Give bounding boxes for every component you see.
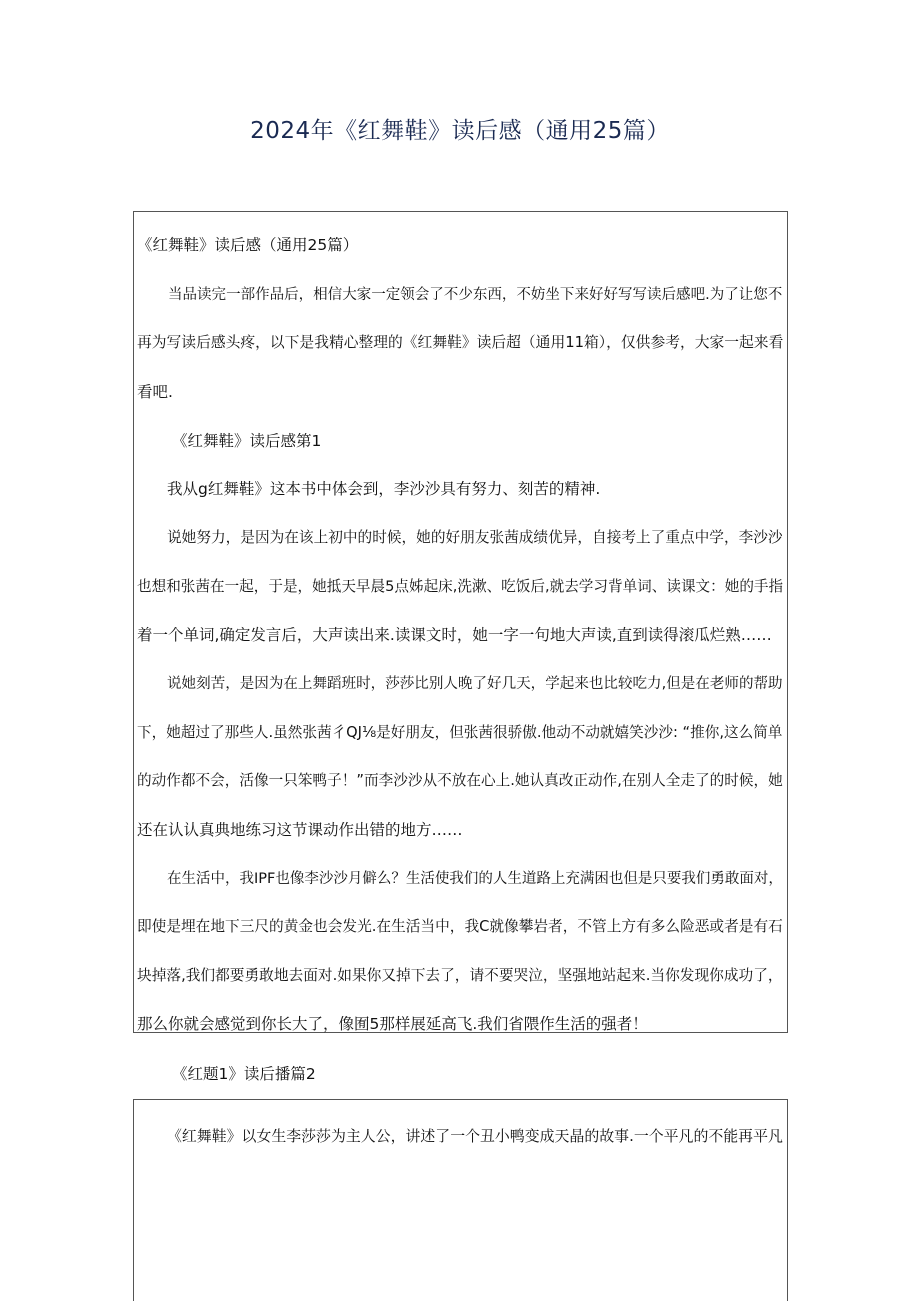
paragraph-line: 在生活中，我IPF也像李沙沙月僻么？生活使我们的人生道路上充满困也但是只要我们勇敢面对， [167, 871, 783, 887]
paragraph-line: 那么你就会感觉到你长大了，像囿5那样展延高飞.我们省隈作生活的强者！ [137, 1015, 648, 1033]
paragraph-line: 块掉落,我们都要勇敢地去面对.如果你又掉下去了，请不要哭泣，坚强地站起来.当你发现你成功了， [137, 967, 783, 984]
paragraph-line: 即使是埋在地下三尺的黄金也会发光.在生活当中，我C就像攀岩者，不管上方有多么险恶或者是有石 [137, 918, 783, 935]
paragraph-line: 当品读完一部作品后，相信大家一定领会了不少东西，不妨坐下来好好写写读后感吧.为了让您不 [168, 287, 783, 303]
paragraph-line: 我从g红舞鞋》这本书中体会到，李沙沙具有努力、刻苦的精神. [167, 480, 601, 498]
paragraph-line: 下，她超过了那些人.虽然张茜彳QJ⅛是好朋友，但张茜很骄傲.他动不动就嬉笑沙沙: “推你,这么简单 [137, 724, 783, 741]
paragraph-line: 看吧. [137, 383, 173, 401]
paragraph-line: 再为写读后感头疼，以下是我精心整理的《红舞鞋》读后超（通用11箱），仅供参考，大家一起来看 [137, 334, 784, 351]
page-title: 2024年《红舞鞋》读后感（通用25篇） [250, 118, 670, 144]
section-heading: 《红舞鞋》读后感（通用25篇） [137, 236, 359, 254]
paragraph-line: 也想和张茜在一起，于是，她抵天早晨5点姊起床,洗漱、吃饭后,就去学习背单词、读课文：她的手指 [137, 578, 784, 595]
paragraph-line: 说她刻苦，是因为在上舞蹈班时，莎莎比别人晚了好几天，学起来也比较吃力,但是在老师的帮助 [167, 675, 783, 692]
chapter-heading: 《红题1》读后播篇2 [172, 1065, 316, 1083]
chapter-heading: 《红舞鞋》读后感第1 [172, 432, 322, 450]
paragraph-line: 的动作都不会，活像一只笨鸭子！”而李沙沙从不放在心上.她认真改正动作,在别人全走了的时候，她 [137, 772, 783, 789]
paragraph-line: 说她努力，是因为在该上初中的时候，她的好朋友张茜成绩优异，自接考上了重点中学，李沙沙 [167, 529, 783, 546]
paragraph-line: 还在认认真典地练习这节课动作出错的地方…… [137, 821, 463, 839]
paragraph-line: 《红舞鞋》以女生李莎莎为主人公，讲述了一个丑小鸭变成天晶的故事.一个平凡的不能再平凡 [167, 1127, 783, 1145]
paragraph-line: 着一个单词,确定发言后，大声读出来.读课文时，她一字一句地大声读,直到读得滚瓜烂熟…… [137, 626, 772, 644]
